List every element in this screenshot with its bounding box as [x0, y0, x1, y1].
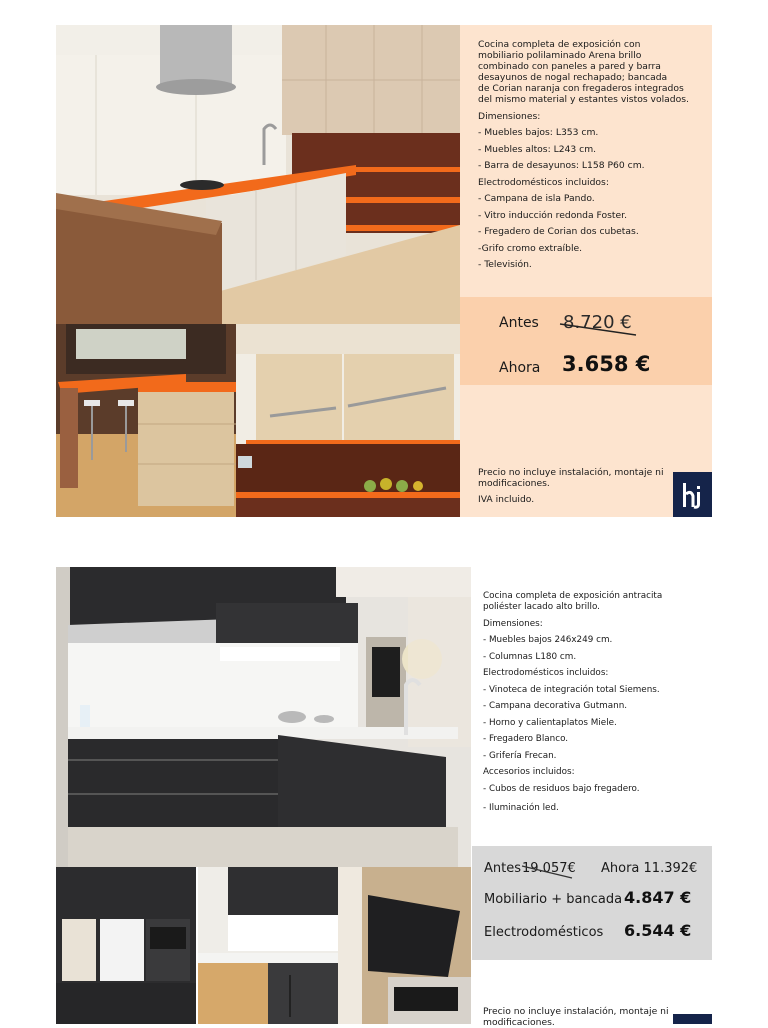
appliances-label: Electrodomésticos: [484, 925, 604, 940]
desc-line: Cocina completa de exposición con: [478, 39, 641, 50]
desc-line: desayunos de nogal rechapado; bancada: [478, 72, 668, 83]
desc-line: mobiliario polilaminado Arena brillo: [478, 50, 642, 61]
new-price: 3.658 €: [562, 352, 651, 376]
spec-line: - Campana de isla Pando.: [478, 193, 595, 204]
kitchen2-peninsula-photo: [198, 867, 338, 1024]
logo-mark-icon: [680, 480, 706, 510]
old-price: 19.057€: [522, 861, 576, 876]
desc-line: del mismo material y estantes vistos volados.: [478, 94, 689, 105]
antes-label: Antes: [499, 315, 539, 331]
kitchen2-description: [483, 591, 708, 814]
spec-line: - Muebles bajos 246x249 cm.: [483, 635, 613, 645]
strikethrough-line: [558, 308, 640, 338]
kitchen1-main-photo: [56, 25, 460, 324]
desc-line: Cocina completa de exposición antracita: [483, 591, 663, 601]
spec-line: - Televisión.: [478, 259, 532, 270]
spec-line: - Campana decorativa Gutmann.: [483, 701, 628, 711]
ahora-price: Ahora 11.392€: [601, 861, 698, 876]
price-note: [483, 1006, 683, 1028]
note-line: IVA incluido.: [478, 494, 535, 505]
note-line: modificaciones.: [483, 1017, 555, 1028]
price-note: [478, 467, 678, 505]
spec-line: Dimensiones:: [483, 618, 543, 629]
spec-line: - Columnas L180 cm.: [483, 651, 577, 662]
old-price: 8.720 €: [563, 312, 632, 333]
kitchen2-hood-photo: [338, 867, 471, 1024]
desc-line: de Corian naranja con fregaderos integrados: [478, 83, 684, 94]
desc-line: poliéster lacado alto brillo.: [483, 602, 600, 612]
spec-line: Electrodomésticos incluidos:: [483, 668, 609, 678]
furniture-label: Mobiliario + bancada: [484, 892, 623, 907]
spec-line: - Vitro inducción redonda Foster.: [478, 209, 627, 221]
spec-line: - Cubos de residuos bajo fregadero.: [483, 783, 640, 794]
ahora-label: Ahora: [499, 360, 541, 376]
spec-line: - Barra de desayunos: L158 P60 cm.: [478, 160, 645, 171]
spec-line: Electrodomésticos incluidos:: [478, 176, 609, 188]
spec-line: - Iluminación led.: [483, 802, 559, 813]
spec-line: - Fregadero Blanco.: [483, 734, 569, 744]
furniture-price: 4.847 €: [624, 888, 692, 907]
spec-line: - Muebles bajos: L353 cm.: [478, 127, 599, 138]
desc-line: combinado con paneles a pared y barra: [478, 61, 661, 72]
spec-line: - Vinoteca de integración total Siemens.: [483, 684, 660, 695]
kitchen2-main-photo: [56, 567, 471, 867]
spec-line: -Grifo cromo extraíble.: [478, 242, 583, 254]
kitchen1-cabinets-photo: [236, 324, 460, 517]
spec-line: Accesorios incluidos:: [483, 767, 575, 777]
spec-line: - Grifería Frecan.: [483, 750, 557, 761]
appliances-price: 6.544 €: [624, 921, 692, 940]
note-line: Precio no incluye instalación, montaje ni: [483, 1006, 669, 1017]
spec-line: - Fregadero de Corian dos cubetas.: [478, 226, 639, 237]
brand-logo: [673, 472, 712, 517]
kitchen1-island-photo: [56, 324, 236, 517]
note-line: modificaciones.: [478, 478, 550, 489]
spec-line: - Horno y calientaplatos Miele.: [483, 717, 617, 728]
antes-label: Antes: [484, 861, 522, 876]
kitchen1-description: [478, 39, 708, 270]
brand-logo: [673, 1014, 712, 1024]
strikethrough-line: [520, 858, 574, 884]
note-line: Precio no incluye instalación, montaje ni: [478, 467, 664, 478]
spec-line: Dimensiones:: [478, 110, 541, 122]
spec-line: - Muebles altos: L243 cm.: [478, 143, 597, 155]
kitchen2-columns-photo: [56, 867, 196, 1024]
